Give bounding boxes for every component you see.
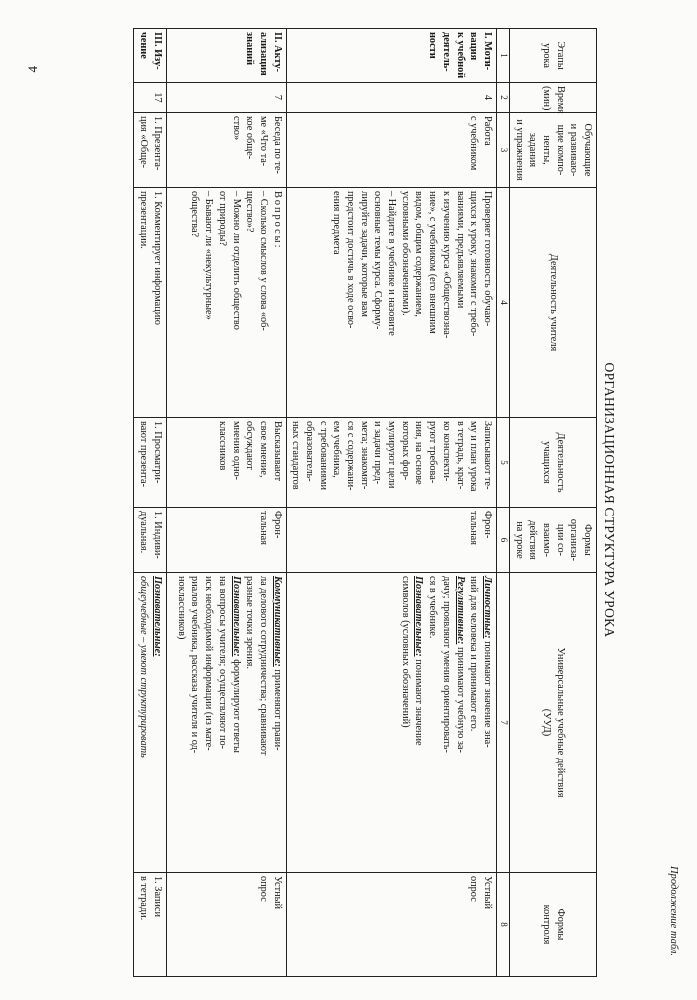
cell-line: на уроке [513,521,525,559]
cell-line: лируйте задачи, которые вам [358,191,370,317]
cell-line: тальная [257,511,269,545]
cell-line: опрос [468,876,480,902]
cell-line: ности [427,32,439,59]
column-number: 3 [496,113,509,188]
cell-line: ция «Обще- [137,116,149,169]
control-form-cell [166,873,286,977]
cell-line: видом, общим содержанием, [413,191,425,317]
cell-line: Деятельность [554,432,566,493]
cell-line: щихся к уроку, знакомит с требо- [468,191,480,337]
cell-line: ство» [230,116,242,141]
cell-line: мета; знакомят- [358,421,370,490]
cell-line: Формы [554,908,566,941]
cell-line: Устный [481,876,493,910]
uud-label: Познавательные: [413,576,425,657]
control-form-cell [134,873,166,977]
column-number: 2 [496,83,509,113]
cell-line: Формы [582,524,593,556]
uud-block [174,576,242,869]
cell-line: ме «Что та- [257,116,269,167]
uud-line: ся в учебнике. [427,576,439,639]
cell-line: классников [216,421,228,471]
cell-line: и задачи пред- [372,421,384,485]
uud-label: Коммуникативные: [271,576,283,667]
column-number: 8 [496,873,509,977]
cell-line: к учебной [454,32,466,79]
teacher-activity-cell [134,188,166,418]
uud-cell [286,573,496,873]
col-header-control [509,873,596,977]
header-row [509,29,596,977]
cell-line: Записывают те- [481,421,493,490]
cell-line: ем учебника, [331,421,343,478]
uud-block [243,576,284,869]
table-row [134,29,166,977]
cell-line: организа- [568,518,580,562]
student-activity-cell [134,418,166,508]
cell-line: Работа [481,116,493,146]
cell-line: 1. Записи [151,876,163,917]
interaction-form-cell [134,508,166,573]
uud-block [398,576,425,869]
cell-line: Беседа по те- [271,116,283,174]
column-number-row [496,29,509,977]
uud-label: Познавательные: [230,576,242,657]
col-header-stage [509,29,596,83]
cell-line: с требованиями [317,421,329,490]
cell-line: учащихся [540,441,552,484]
uud-line: Познавательные: формулируют ответы [230,576,242,753]
cell-line: щество»? [244,191,256,233]
cell-line: ения предмета [331,191,343,255]
cell-line: Высказывают [271,421,283,482]
cell-line: Фрон- [481,511,493,539]
cell-line: взаимо- [540,522,552,558]
cell-line: которых фор- [399,421,411,481]
uud-line: Регулятивные: принимают учебную за- [454,576,466,753]
uud-line: ла делового сотрудничества; сравнивают [257,576,269,756]
time-cell: 17 [134,83,166,113]
cell-line: знаний [244,32,256,66]
interaction-form-cell [166,508,286,573]
cell-line: в тетрадь, крат- [454,421,466,490]
column-number: 7 [496,573,509,873]
cell-line: деятель- [440,32,452,72]
cell-line: ко конспекти- [440,421,452,482]
cell-line: мулируют цели [386,421,398,489]
uud-line: символов (условных обозначений) [399,576,411,728]
cell-line: Этапы [554,41,566,70]
table-row [166,29,286,977]
stage-cell [166,29,286,83]
uud-line: ноклассников) [175,576,187,640]
col-header-time [509,83,596,113]
cell-line: задания [527,132,539,168]
cell-line: от природы? [216,191,228,246]
col-header-students [509,418,596,508]
stage-cell [286,29,496,83]
cell-line: урока [540,43,552,68]
uud-label: Регулятивные: [454,576,466,645]
cell-line: Устный [271,876,283,910]
col-header-uud [509,573,596,873]
uud-line: Личностные: понимают значение зна- [481,576,493,748]
uud-cell [166,573,286,873]
uud-line: риалов учебника, рассказа учителя и од- [189,576,201,754]
components-cell [134,113,166,188]
cell-line: II. Акту- [271,32,283,73]
cell-line: ализация [257,32,269,76]
lesson-structure-table [133,28,597,977]
time-cell: 4 [286,83,496,113]
uud-line: ний для человека и принимают его. [468,576,480,732]
cell-line: дуальная. [137,511,149,554]
cell-line: условными обозначениями). [399,191,411,316]
uud-line: иск необходимой информации (из мате- [203,576,215,751]
column-number: 6 [496,508,509,573]
column-number: 1 [496,29,509,83]
interaction-form-cell [286,508,496,573]
col-header-forms [509,508,596,573]
stage-cell [134,29,166,83]
cell-line: предстоит достичь в ходе осво- [345,191,357,329]
cell-line: – Найдите в учебнике и назовите [386,191,398,336]
cell-line: 1. Презента- [151,116,163,171]
time-cell: 7 [166,83,286,113]
control-form-cell [286,873,496,977]
cell-line: Фрон- [271,511,283,539]
student-activity-cell [166,418,286,508]
uud-line: Коммуникативные: применяют прави- [271,576,283,751]
cell-line: му и план урока [468,421,480,492]
uud-line: разные точки зрения. [244,576,256,669]
uud-line: Познавательные: понимают значение [413,576,425,746]
cell-line: 1. Комментирует информацию [151,191,163,325]
cell-line: и развиваю- [568,123,580,177]
cell-line: 1. Просматри- [151,421,163,484]
teacher-questions [188,191,270,414]
cell-line: основные темы курса. Сформу- [372,191,384,330]
cell-line: ных стандартов [290,421,302,490]
cell-line: вация [468,32,480,61]
cell-line: Универсальные учебные действия [554,647,566,798]
cell-line: Время (мин) [540,86,566,114]
uud-cell [134,573,166,873]
cell-line: тальная [468,511,480,545]
cell-line: ваниями, предъявляемыми [454,191,466,309]
cell-line: обсуждают [244,421,256,470]
cell-line: действия [527,520,539,560]
cell-line: в тетради. [137,876,149,921]
cell-line: – Сколько смыслов у слова «об- [257,191,269,331]
cell-line: и упражнения [513,119,525,181]
continuation-note: Продолжение табл. [668,866,679,957]
col-header-components [509,113,596,188]
cell-line: опрос [257,876,269,902]
uud-block [425,576,466,869]
cell-line: презентации. [137,191,149,249]
cell-line: III. Изу- [151,32,163,70]
cell-line: образователь- [303,421,315,482]
cell-line: руют требова- [427,421,439,484]
components-cell [286,113,496,188]
cell-line: Проверяет готовность обучаю- [481,191,493,327]
cell-line: чение [137,32,149,59]
col-header-teacher [509,188,596,418]
cell-line: ненты, [540,135,552,165]
uud-label: Личностные: [481,576,493,639]
questions-heading: Вопросы: [271,191,283,250]
cell-line: свое мнение, [257,421,269,478]
cell-line: ния, на основе [413,421,425,485]
components-cell [166,113,286,188]
cell-line: ние», с учебником (его внешним [427,191,439,334]
cell-line: кое обще- [244,116,256,160]
teacher-activity-cell [166,188,286,418]
uud-text: общеучебные – умеют структурировать [137,576,149,758]
cell-line: ции со- [554,523,566,557]
column-number: 4 [496,188,509,418]
table-title: ОРГАНИЗАЦИОННАЯ СТРУКТУРА УРОКА [602,362,617,638]
uud-block [467,576,494,869]
uud-line: дачу; проявляют умения ориентировать- [440,576,452,753]
cell-line: Обучающие [582,123,593,177]
cell-line: – Можно ли отделить общество [230,191,242,330]
cell-line: 1. Индиви- [151,511,163,559]
cell-line: контроля [540,904,552,945]
cell-line: Деятельность учителя [547,253,559,352]
cell-line: – Бывают ли «некультурные» [203,191,215,320]
cell-line: к изучению курса «Обществозна- [440,191,452,339]
page-number: 4 [25,66,40,73]
cell-line: с учебником [468,116,480,171]
uud-label: Познавательные: [151,576,163,657]
column-number: 5 [496,418,509,508]
cell-line: (УУД) [540,708,552,737]
teacher-activity-cell [286,188,496,418]
cell-line: мнения одно- [230,421,242,481]
student-activity-cell [286,418,496,508]
cell-line: I. Моти- [481,32,493,71]
cell-line: вают презента- [137,421,149,488]
cell-line: общества? [189,191,201,238]
uud-line: на вопросы учителя; осуществляют по- [216,576,228,750]
cell-line: ся с содержани- [345,421,357,491]
cell-line: щие компо- [554,124,566,176]
table-row [286,29,496,977]
